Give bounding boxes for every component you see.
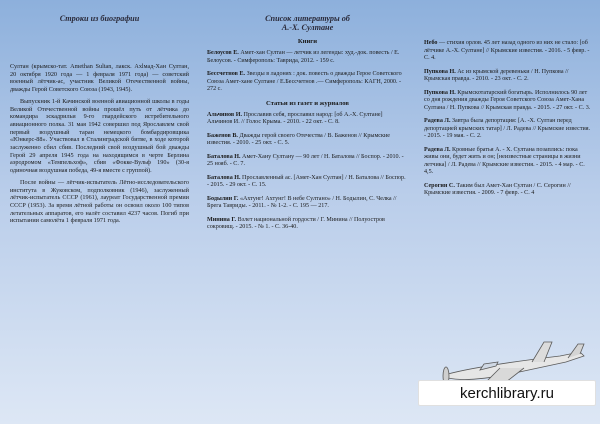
entry-text: Взлет национальной гордости / Г. Минина // Полуостров сокровищ. - 2015. - № 1. - С. 36-40. (207, 216, 385, 230)
bibliography-entry (424, 69, 592, 84)
bibliography-entry (207, 50, 408, 65)
site-watermark: kerchlibrary.ru (418, 380, 596, 406)
bibliography-entry (424, 147, 592, 177)
entry-text: «Ахтунг! Ахтунг! В небе Султано» / Н. Бодылин, С. Челка // Брега Тавриды. - 2011. - № 1-2. - С. 195 — 217. (207, 195, 397, 209)
bibliography-entry (424, 40, 592, 63)
entry-text: Крымскотатарский богатырь. Исполнилось 90 лет со дня рождения дважды Героя Советского Союза Амет-Хана Султана / Н. Пупкова // Крымская правда. - 2015. - 27 окт. - С. 3. (424, 89, 591, 111)
entry-author: Баталова Н. (207, 174, 241, 181)
bibliography-entry (207, 154, 408, 169)
biography-paragraph: После войны — лётчик-испытатель Лётно-исследовательского института в Жуковском, подполковник (1946), заслуженный лётчик-испытатель СССР (1961), лауреат Государственной премии СССР (1953). За время лётной работы он освоил около 100 типов летательных аппаратов, его налёт составил 4237 часов. Погиб при испытании самолёта 1 февраля 1971 года. (10, 178, 189, 225)
bibliography-entry (207, 196, 408, 211)
entry-author: Альчинов И. (207, 111, 243, 118)
entry-author: Минина Г. (207, 216, 237, 223)
biography-heading: Строки из биографии (59, 14, 140, 23)
entry-author: Белоусов Е. (207, 50, 239, 56)
books-section-title: Книги (297, 38, 318, 45)
entry-author: Баталова Н. (207, 153, 241, 160)
entry-author: Бодылин Г. (207, 195, 239, 202)
bibliography-entry (207, 133, 408, 148)
bibliography-column (198, 0, 416, 424)
entry-text: Звезды в ладонях : док. повесть о дважды Герое Советского Союза Амет-хане Султане / Е.Бессчетнов .— Симферополь: КАГН, 2000. - 272 с. (207, 71, 402, 92)
bibliography-heading-line2: А.-Х. Султане (281, 23, 334, 32)
bibliography-heading-line1: Список литературы об (265, 14, 350, 23)
biography-paragraph: Султан (крымско-тат. Amethan Sultan, лакск. Ахlмад-Хан Султан, 20 октября 1920 года — 1 февраля 1971 года) — советский военный лётчик-ас, участник Великой Отечественной войны, дважды Герой Советского Союза (1943, 1945). (10, 63, 189, 94)
entry-author: Бессчетнов Е. (207, 71, 246, 77)
entry-author: Баженов В. (207, 132, 238, 139)
entry-author: Небо (424, 40, 438, 46)
biography-column (0, 0, 198, 424)
entry-text: — стихия орлов. 45 лет назад одного из них не стало: [об лётчике А.-Х. Султане] // Крымские известия. - 2016. - 5 февр. - С. 4. (424, 40, 590, 61)
entry-text: Амет-хан Султан — летчик из легенды: худ.-док. повесть / Е. Белоусов. - Симферополь: Таврида, 2012. - 159 с. (207, 50, 400, 64)
entry-text: Завтра была депортация: [А. -Х. Султан перед депортацией крымских татар] / Л. Радева // Крымские известия. - 2015. - 19 мая. - С. 2. (424, 118, 591, 139)
entry-author: Пупкова Н. (424, 89, 456, 96)
bibliography-entry (424, 183, 592, 198)
entry-text: Ас из крымской деревеньки / Н. Пупкова // Крымская правда. - 2010. - 23 окт. - С. 2. (424, 68, 569, 82)
entry-author: Радева Л. (424, 118, 451, 124)
bibliography-entry (207, 217, 408, 232)
biography-paragraph: Выпускник 1-й Качинской военной авиационной школы в годы Великой Отечественной войны прошёл путь от лётчика до командира эскадрильи 9-го гвардейского истребительного авиационного полка. 31 мая 1942 совершил под Ярославлем свой первый воздушный таран немецкого бомбардировщика «Юнкерс-88». Участвовал в Сталинградской битве, в ходе которой заслуженно сбил сбив. Последний свой воздушный бой дважды Герой 29 апреля 1945 года на находящимся в черте Берлина аэродромом «Темпельхоф», сбив «Фокке-Вульф 190» (30-я одиночная воздушная победа, 49-я вместе с группой). (10, 97, 189, 175)
bibliography-entry (424, 90, 592, 113)
bibliography-entry (207, 112, 408, 127)
entry-text: Кровные братья А. - Х. Султана позаплись: пока живы они, будет жить и он; [неизвестные страницы в жизни летчика] / Л. Радева // Крымские известия. - 2015. - 4 мар. - С. 4,5. (424, 146, 585, 175)
entry-author: Серогин С. (424, 182, 455, 189)
bibliography-entry (207, 175, 408, 190)
entry-text: Дважды герой своего Отечества / В. Баженов // Крымские известия. - 2010. - 25 окт. - С. 5. (207, 132, 390, 146)
entry-text: Прославленный ас. [Амет-Хан Султан] / Н. Баталова // Боспор. - 2015. - 29 окт. - С. 15. (207, 174, 406, 188)
entry-text: Прославив себя, прославил народ: [об А.-Х. Султане] Альчинов И. // Голос Крыма. - 2010. - 22 окт. - С. 8. (207, 111, 383, 125)
entry-author: Радева Л. (424, 146, 451, 153)
articles-section-title: Статьи из газет и журналов (266, 99, 349, 107)
entry-text: Таким был Амет-Хан Султан / С. Серогин // Крымские известия. - 2009. - 7 февр. - С. 4 (424, 182, 571, 196)
entry-author: Пупкова Н. (424, 68, 456, 75)
bibliography-entry (424, 118, 592, 141)
entry-text: Амет-Хану Султану — 90 лет / Н. Баталова // Боспор. - 2010. - 25 нояб. - С. 7. (207, 153, 404, 167)
bibliography-entry (207, 71, 408, 94)
